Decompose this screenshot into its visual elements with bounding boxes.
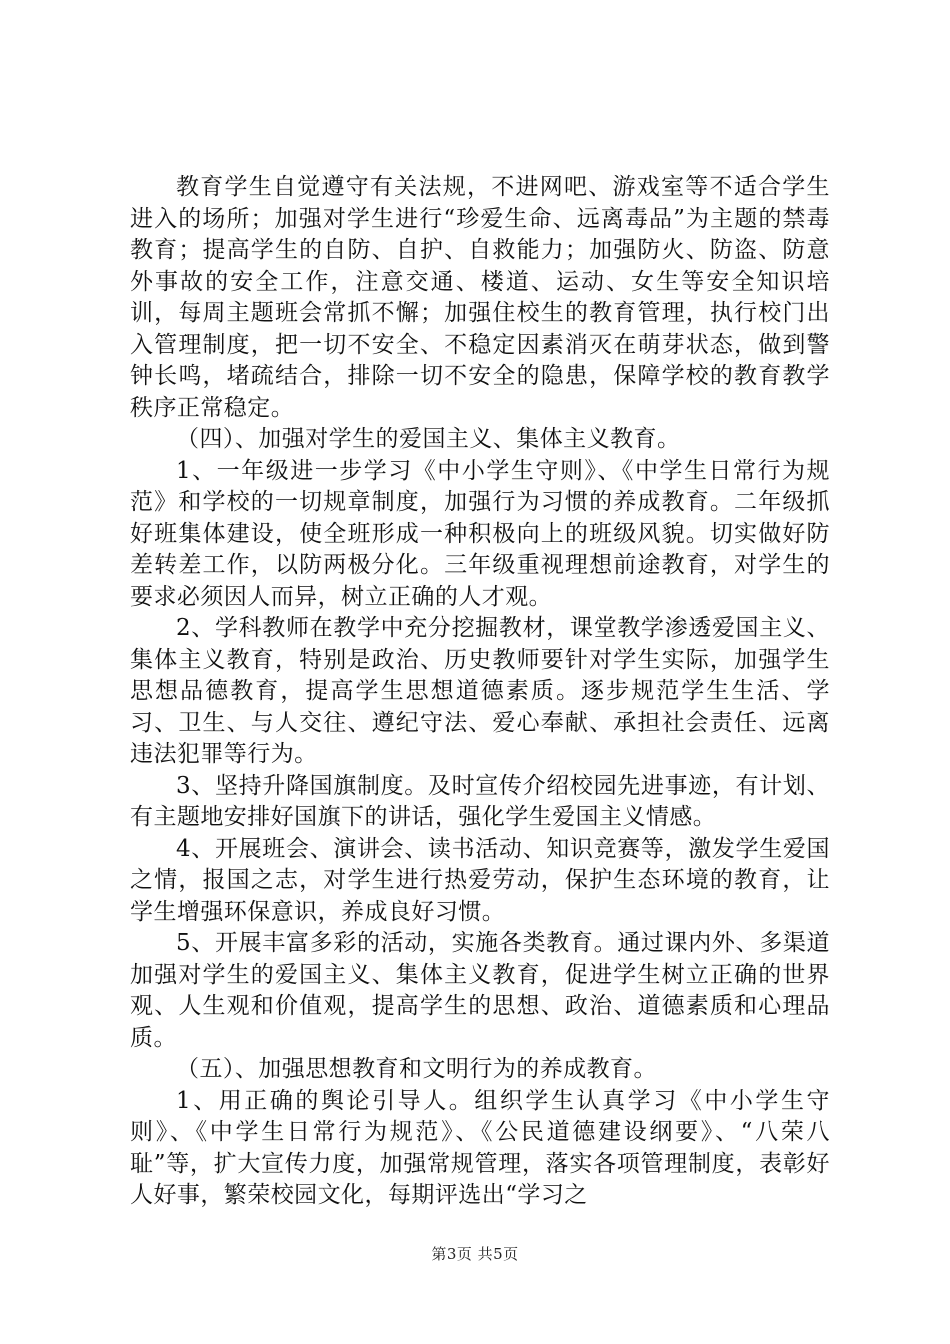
body-paragraph: 1、一年级进一步学习《中小学生守则》、《中学生日常行为规范》和学校的一切规章制度，加强行为习惯的养成教育。二年级抓好班集体建设，使全班形成一种积极向上的班级风貌。切实做好防差转差工作，以防两极分化。三年级重视理想前途教育，对学生的要求必须因人而异，树立正确的人才观。 [130, 457, 830, 610]
section-heading-five: （五）、加强思想教育和文明行为的养成教育。 [176, 1056, 657, 1082]
body-paragraph: 教育学生自觉遵守有关法规，不进网吧、游戏室等不适合学生进入的场所；加强对学生进行“珍爱生命、远离毒品”为主题的禁毒教育；提高学生的自防、自护、自救能力；加强防火、防盗、防意外事故的安全工作，注意交通、楼道、运动、女生等安全知识培训，每周主题班会常抓不懈；加强住校生的教育管理，执行校门出入管理制度，把一切不安全、不稳定因素消灭在萌芽状态，做到警钟长鸣，堵疏结合，排除一切不安全的隐患，保障学校的教育教学秩序正常稳定。 [130, 174, 830, 421]
body-paragraph: 5、开展丰富多彩的活动，实施各类教育。通过课内外、多渠道加强对学生的爱国主义、集体主义教育，促进学生树立正确的世界观、人生观和价值观，提高学生的思想、政治、道德素质和心理品质。 [130, 930, 830, 1051]
section-heading-four: （四）、加强对学生的爱国主义、集体主义教育。 [176, 426, 681, 452]
body-paragraph: 2、学科教师在教学中充分挖掘教材，课堂教学渗透爱国主义、集体主义教育，特别是政治、历史教师要针对学生实际，加强学生思想品德教育，提高学生思想道德素质。逐步规范学生生活、学习、卫生、与人交往、遵纪守法、爱心奉献、承担社会责任、远离违法犯罪等行为。 [130, 615, 830, 767]
body-paragraph: 1、用正确的舆论引导人。组织学生认真学习《中小学生守则》、《中学生日常行为规范》、《公民道德建设纲要》、“八荣八耻”等，扩大宣传力度，加强常规管理，落实各项管理制度，表彰好人好事，繁荣校园文化，每期评选出“学习之 [130, 1087, 830, 1208]
page-number-footer: 第3页 共5页 [431, 1245, 519, 1263]
body-paragraph: 3、坚持升降国旗制度。及时宣传介绍校园先进事迹，有计划、有主题地安排好国旗下的讲话，强化学生爱国主义情感。 [130, 772, 830, 830]
document-body [130, 172, 830, 1212]
body-paragraph: 4、开展班会、演讲会、读书活动、知识竞赛等，激发学生爱国之情，报国之志，对学生进行热爱劳动，保护生态环境的教育，让学生增强环保意识，养成良好习惯。 [130, 835, 830, 925]
